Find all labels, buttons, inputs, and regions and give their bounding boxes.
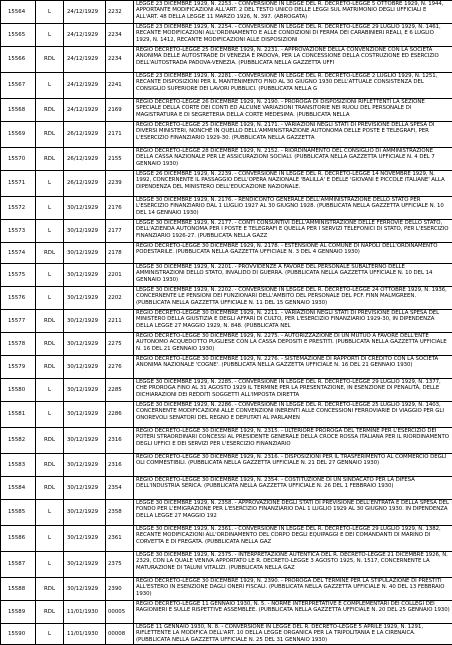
row-date: 30/12/1929 [64,264,106,287]
row-act-type: L [36,552,64,578]
row-act-type: RDL [36,47,64,73]
row-page: 2177 [106,220,134,243]
row-number: 15580 [1,379,36,402]
row-number: 15584 [1,477,36,500]
row-page: 2155 [106,148,134,171]
row-date: 26/12/1929 [64,148,106,171]
row-description: LEGGE 30 DICEMBRE 1929, N. 2375. - INTERPRETAZIONE AUTENTICA DEL R. DECRETO-LEGGE 21 DICEMBRE 1926, N. 2329, CON LA QUALE VENIVA APPORTATO LE R. DECRETO-LEGGE 3 AGOSTO 1925, N. 1517, CONCERNENTE LA MATURAZIONE DI TALUNI VITALIZI. (PUBBLICATA NELLA GAZ [134,552,452,578]
row-number: 15566 [1,47,36,73]
row-page: 00005 [106,601,134,624]
table-row [1,526,452,552]
row-description: LEGGE 30 DICEMBRE 1929, N. 2361. - CONVERSIONE IN LEGGE DEL R. DECRETO-LEGGE 29 LUGLIO 1929, N. 1382, RECANTE MODIFICAZIONI ALL'ORDINAMENTO DEL CORPO DEGLI EQUIPAGGI E DEI COMANDANTI DI MARINO DI CORVETTA E DI FREGATA. (PUBBLICATA NELLA GAZ [134,526,452,552]
row-date: 24/12/1929 [64,73,106,99]
row-date: 30/12/1929 [64,402,106,428]
row-act-type: L [36,624,64,645]
row-act-type: L [36,264,64,287]
row-date: 24/12/1929 [64,24,106,47]
table-row [1,264,452,287]
row-number: 15589 [1,601,36,624]
row-act-type: L [36,500,64,526]
row-page: 2316 [106,454,134,477]
row-description: REGIO DECRETO-LEGGE 30 DICEMBRE 1929, N. 2354. - COSTITUZIONE DI UN SINDACATO PER LA DIFESA DELL'INDUSTRIA SERICA. (PUBBLICATA NELLA GAZZETTA UFFICIALE N. 26 DEL 1 FEBBRAIO 1930) [134,477,452,500]
table-row [1,73,452,99]
row-number: 15567 [1,73,36,99]
row-description: LEGGE 23 DICEMBRE 1929, N. 2254. - CONVERSIONE IN LEGGE DEL R. DECRETO-LEGGE 29 LUGLIO 1929, N. 1461, RECANTE MODIFICAZIONI ALL'ORDINAMENTO E ALLE CONDIZIONI DI FERMA DEI CARABINIERI REALI, E 6 LUGLIO 1929, N. 1412, RECANTE MODIFICAZIONI ALLE DISPOSIZIONI [134,24,452,47]
row-description: LEGGE 30 DICEMBRE 1929, N. 2202. - CONVERSIONE IN LEGGE DEL R. DECRETO-LEGGE 24 OTTOBRE 1929, N. 1936, CONCERNENTE LE PENSIONI DEI FUNZIONARI DELL'AMBITO DEL PERSONALE DEL PCF. FINN MALMGREEN. (PUBBLICATA NELLA GAZZETTA UFFICIALE N. 11 DEL 15 GENNAIO 1930) [134,287,452,310]
row-description: LEGGE 23 DICEMBRE 1929, N. 2253. - CONVERSIONE IN LEGGE DEL R. DECRETO-LEGGE 5 OTTOBRE 1929, N. 1944, APPORTANTE MODIFICAZIONI ALL'ART. 2 DEL TESTO UNICO DELLE LEGGI SUL MATRIMONIO DEGLI UFFICIALI E ALL'ART. 48 DELLA LEGGE 11 MARZO 1926, N. 397. (ABROGATA) [134,1,452,24]
row-page: 00008 [106,624,134,645]
row-act-type: RDL [36,356,64,379]
row-description: REGIO DECRETO-LEGGE 30 DICEMBRE 1929, N. 2211. - VARIAZIONI NEGLI STATI DI PREVISIONE DELLA SPESA DEL MINISTERO DELLA GIUSTIZIA E DEGLI AFFARI DI CULTO, PER L'ESERCIZIO FINANZIARIO 1929-30, IN DIPENDENZA DELLA LEGGE 27 MAGGIO 1929, N. 848. (PUBBLICATA NEL [134,310,452,333]
row-act-type: L [36,220,64,243]
row-number: 15578 [1,333,36,356]
row-date: 30/12/1929 [64,333,106,356]
row-act-type: L [36,1,64,24]
row-page: 2171 [106,122,134,148]
table-row [1,578,452,601]
table-row [1,148,452,171]
row-act-type: L [36,379,64,402]
row-description: REGIO DECRETO-LEGGE 30 DICEMBRE 1929, N. 2390. - PROROGA DEL TERMINE PER LA STIPULAZIONE DI PRESTITI ALL'ESTERO IN ESENZIONE DAGLI ONERI FISCALI. (PUBBLICATA NELLA GAZZETTA UFFICIALE N. 40 DEL 13 FEBBRAIO 1930) [134,578,452,601]
row-date: 26/12/1929 [64,122,106,148]
row-page: 2285 [106,379,134,402]
table-row [1,379,452,402]
row-description: REGIO DECRETO-LEGGE 30 DICEMBRE 1929, N. 2178. - ESTENSIONE AL COMUNE DI NAPOLI DELL'ORDINAMENTO PODESTARILE. (PUBBLICATA NELLA GAZZETTA UFFICIALE N. 3 DEL 4 GENNAIO 1930) [134,243,452,264]
row-date: 24/12/1929 [64,47,106,73]
row-number: 15586 [1,526,36,552]
row-description: REGIO DECRETO-LEGGE 30 DICEMBRE 1929, N. 2316. - DISPOSIZIONI PER IL TRASFERIMENTO AL COMMERCIO DEGLI OLI COMMESTIBILI. (PUBBLICATA NELLA GAZZETTA UFFICIALE N. 21 DEL 27 GENNAIO 1930) [134,454,452,477]
row-number: 15575 [1,264,36,287]
row-page: 2358 [106,500,134,526]
row-page: 2375 [106,552,134,578]
row-date: 30/12/1929 [64,578,106,601]
table-row [1,333,452,356]
row-page: 2234 [106,24,134,47]
row-page: 2275 [106,333,134,356]
row-date: 30/12/1929 [64,356,106,379]
row-date: 30/12/1929 [64,428,106,454]
row-page: 2239 [106,171,134,197]
row-page: 2316 [106,428,134,454]
row-date: 26/12/1929 [64,171,106,197]
row-act-type: RDL [36,243,64,264]
table-row [1,477,452,500]
row-number: 15576 [1,287,36,310]
row-number: 15581 [1,402,36,428]
row-page: 2211 [106,310,134,333]
row-number: 15579 [1,356,36,379]
row-act-type: RDL [36,310,64,333]
row-date: 30/12/1929 [64,310,106,333]
row-description: REGIO DECRETO-LEGGE 30 DICEMBRE 1929, N. 2315. - ULTERIORE PROROGA DEL TERMINE PER L'ESERCIZIO DEI POTERI STRAORDINARI CONCESSI AL PRESIDENTE GENERALE DELLA CROCE ROSSA ITALIANA PER IL RIORDINAMENTO DEGLI UFFICI E DEI SERVIZI PER L'ESERCIZIO FINANZIARIO [134,428,452,454]
row-number: 15572 [1,197,36,220]
row-description: LEGGE 30 DICEMBRE 1929, N. 2176. - RENDICONTO GENERALE DELL'AMMINISTRAZIONE DELLO STATO PER L'ESERCIZIO FINANZIARIO DAL 1 LUGLIO 1927 AL 30 GIUGNO 1928. (PUBBLICATA NELLA GAZZETTA UFFICIALE N. 10 DEL 14 GENNAIO 1930) [134,197,452,220]
row-act-type: L [36,287,64,310]
row-date: 30/12/1929 [64,243,106,264]
row-description: LEGGE 30 DICEMBRE 1929, N. 2286. - CONVERSIONE IN LEGGE DEL R. DECRETO-LEGGE 25 LUGLIO 1929, N. 1403, CONCERNENTE MODIFICAZIONI ALLE CONVENZIONI INERENTI ALLE CONCESSIONI FERROVIARIE DI VIAGGIO PER GLI ONOREVOLI SENATORI DEL REGNO E DEPUTATI AL PARLAMEN [134,402,452,428]
row-number: 15590 [1,624,36,645]
row-date: 30/12/1929 [64,220,106,243]
row-description: LEGGE 30 DICEMBRE 1929, N. 2177. - CONTI CONSUNTIVI DELL'AMMINISTRAZIONE DELLE FERROVIE DELLO STATO, DELL'AZIENDA AUTONOMA PER I POSTE E TELEGRAFI E QUELLA PER I SERVIZI TELEFONICI DI STATO, PER L'ESERCIZIO FINANZIARIO 1926-27. (PUBBLICATA NELLA GAZZ [134,220,452,243]
row-number: 15565 [1,24,36,47]
row-description: REGIO DECRETO-LEGGE 30 DICEMBRE 1929, N. 2275. - AUTORIZZAZIONE DI UN MUTUO A FAVORE DELL'ENTE AUTONOMO ACQUEDOTTO PUGLIESE CON LA CASSA DEPOSITI E PRESTITI. (PUBBLICATA NELLA GAZZETTA UFFICIALE N. 16 DEL 21 GENNAIO 1930) [134,333,452,356]
row-act-type: RDL [36,333,64,356]
row-act-type: RDL [36,428,64,454]
row-act-type: RDL [36,601,64,624]
row-act-type: RDL [36,477,64,500]
row-description: REGIO DECRETO-LEGGE 28 DICEMBRE 1929, N. 2152. - RIORDINAMENTO DEL CONSIGLIO DI AMMINISTRAZIONE DELLA CASSA NAZIONALE PER LE ASSICURAZIONI SOCIALI. (PUBBLICATA NELLA GAZZETTA UFFICIALE N. 4 DEL 7 GENNAIO 1930) [134,148,452,171]
row-number: 15564 [1,1,36,24]
row-number: 15568 [1,99,36,122]
row-page: 2234 [106,47,134,73]
row-page: 2276 [106,356,134,379]
row-page: 2232 [106,1,134,24]
row-act-type: RDL [36,99,64,122]
table-row [1,171,452,197]
row-number: 15582 [1,428,36,454]
table-row [1,402,452,428]
table-row [1,122,452,148]
row-date: 30/12/1929 [64,379,106,402]
row-date: 24/12/1929 [64,1,106,24]
row-page: 2176 [106,197,134,220]
table-row [1,99,452,122]
row-page: 2286 [106,402,134,428]
ledger-body [1,1,452,645]
row-act-type: L [36,402,64,428]
row-number: 15573 [1,220,36,243]
table-row [1,220,452,243]
table-row [1,197,452,220]
row-date: 24/12/1929 [64,99,106,122]
row-page: 2202 [106,287,134,310]
row-date: 30/12/1929 [64,500,106,526]
row-page: 2201 [106,264,134,287]
table-row [1,552,452,578]
table-row [1,428,452,454]
row-date: 11/01/1930 [64,624,106,645]
table-row [1,500,452,526]
table-row [1,287,452,310]
row-act-type: L [36,73,64,99]
table-row [1,243,452,264]
row-date: 30/12/1929 [64,552,106,578]
table-row [1,356,452,379]
row-description: LEGGE 11 GENNAIO 1930, N. 8. - CONVERSIONE IN LEGGE DEL R. DECRETO-LEGGE 5 APRILE 1929, N. 1291, RIFLETTENTE LA MODIFICA DELL'ART. 10 DELLA LEGGE ORGANICA PER LA TRIPOLITANIA E LA CIRENAICA. (PUBBLICATA NELLA GAZZETTA UFFICIALE N. 25 DEL 31 GENNAIO 1930) [134,624,452,645]
row-act-type: RDL [36,454,64,477]
row-date: 30/12/1929 [64,197,106,220]
row-number: 15583 [1,454,36,477]
row-act-type: RDL [36,578,64,601]
table-row [1,454,452,477]
row-date: 11/01/1930 [64,601,106,624]
row-page: 2390 [106,578,134,601]
row-number: 15571 [1,171,36,197]
table-row [1,1,452,24]
table-row [1,601,452,624]
row-act-type: L [36,197,64,220]
row-description: LEGGE 30 DICEMBRE 1929, N. 2285. - CONVERSIONE IN LEGGE DEL R. DECRETO-LEGGE 29 LUGLIO 1929, N. 1377, CHE PROROGA FINO AL 31 AGOSTO 1929 IL TERMINE PER LA PRESENTAZIONE, IN ESENZIONE DI PENALITÀ, DELLE DICHIARAZIONI DEI REDDITI SOGGETTI ALL'IMPOSTA DIRETTA [134,379,452,402]
row-description: REGIO DECRETO-LEGGE 26 DICEMBRE 1929, N. 2190. - PROROGA DI DISPOSIZIONI RIFLETTENTI LA SEZIONE SPECIALE DELLA CORTE DEI CONTI ED ALCUNE VARIAZIONI TRANSITORIE NEI RUOLI DEL PERSONALE DI MAGISTRATURA E DI SEGRETERIA DELLA CORTE MEDESIMA. (PUBBLICATA NELLA [134,99,452,122]
row-date: 30/12/1929 [64,454,106,477]
row-number: 15587 [1,552,36,578]
table-row [1,47,452,73]
row-act-type: L [36,24,64,47]
row-act-type: L [36,526,64,552]
table-row [1,310,452,333]
row-description: LEGGE 30 DICEMBRE 1929, N. 2201. - PROVVIDENZE A FAVORE DEL PERSONALE SUBALTERNO DELLE AMMINISTRAZIONI DELLO STATO, INVALIDO DI GUERRA. (PUBBLICATA NELLA GAZZETTA UFFICIALE N. 10 DEL 14 GENNAIO 1930) [134,264,452,287]
row-page: 2178 [106,243,134,264]
row-date: 30/12/1929 [64,526,106,552]
row-act-type: RDL [36,148,64,171]
row-date: 30/12/1929 [64,477,106,500]
row-description: LEGGE 30 DICEMBRE 1929, N. 2358. - APPROVAZIONE DEGLI STATI DI PREVISIONE DELL'ENTRATA E DELLA SPESA DEL FONDO PER L'EMIGRAZIONE PER L'ESERCIZIO FINANZIARIO DAL 1 LUGLIO 1929 AL 30 GIUGNO 1930. IN DIPENDENZA DELLA LEGGE 27 MAGGIO 192 [134,500,452,526]
row-number: 15577 [1,310,36,333]
table-row [1,24,452,47]
row-description: REGIO DECRETO-LEGGE 25 DICEMBRE 1929, N. 2231. - APPROVAZIONE DELLA CONVENZIONE CON LA SOCIETÀ ANONIMA DELLE AUTOSTRADE DI VENEZIA E PADOVA, PER LA CONCESSIONE DELLA COSTRUZIONE ED ESERCIZIO DELL'AUTOSTRADA PADOVA-VENEZIA. (PUBBLICATA NELLA GAZZETTA UFFI [134,47,452,73]
row-description: REGIO DECRETO-LEGGE 25 DICEMBRE 1929, N. 2171. - VARIAZIONI NEGLI STATI DI PREVISIONE DELLA SPESA DI DIVERSI MINISTERI, NONCHÉ IN QUELLO DELL'AMMINISTRAZIONE AUTONOMA DELLE POSTE E TELEGRAFI, PER L'ESERCIZIO FINANZIARIO 1929-30. (PUBBLICATA NELLA GAZZETTA [134,122,452,148]
row-date: 30/12/1929 [64,287,106,310]
row-page: 2361 [106,526,134,552]
row-description: LEGGE 23 DICEMBRE 1929, N. 2281. - CONVERSIONE IN LEGGE DEL R. DECRETO-LEGGE 2 LUGLIO 1929, N. 1251, RECANTE DISPOSIZIONI PER IL MANTENIMENTO FINO AL 30 GIUGNO 1930 DELL'ATTUALE CONSISTENZA DEL CONSIGLIO SUPERIORE DEI LAVORI PUBBLICI. (PUBBLICATA NELLA G [134,73,452,99]
row-page: 2241 [106,73,134,99]
row-act-type: L [36,171,64,197]
row-act-type: RDL [36,122,64,148]
row-number: 15569 [1,122,36,148]
row-description: REGIO DECRETO-LEGGE 11 GENNAIO 1930, N. 5. - NORME INTERPRETATIVE E COMPLEMENTARI DEI COLLEGI DEI RAGIONIERI E SULLE RISPETTIVE ASSEMBLEE. (PUBBLICATA NELLA GAZZETTA UFFICIALE N. 20 DEL 25 GENNAIO 1930) [134,601,452,624]
row-page: 2354 [106,477,134,500]
table-row [1,624,452,645]
row-description: REGIO DECRETO-LEGGE 30 DICEMBRE 1929, N. 2276. - SISTEMAZIONE DI RAPPORTI DI CREDITO CON LA SOCIETÀ ANONIMA NAZIONALE 'COGNE'. (PUBBLICATA NELLA GAZZETTA UFFICIALE N. 16 DEL 21 GENNAIO 1930) [134,356,452,379]
row-number: 15570 [1,148,36,171]
row-number: 15588 [1,578,36,601]
row-number: 15585 [1,500,36,526]
row-description: LEGGE 26 DICEMBRE 1929, N. 2239. - CONVERSIONE IN LEGGE DEL R. DECRETO-LEGGE 14 NOVEMBRE 1929, N. 1992, CONCERNENTE IL PASSAGGIO DELL'OPERA NAZIONALE 'BALILLA' E DELLE 'GIOVANI E PICCOLE ITALIANE' ALLA DIPENDENZA DEL MINISTERO DELL'EDUCAZIONE NAZIONALE. [134,171,452,197]
row-page: 2169 [106,99,134,122]
row-number: 15574 [1,243,36,264]
